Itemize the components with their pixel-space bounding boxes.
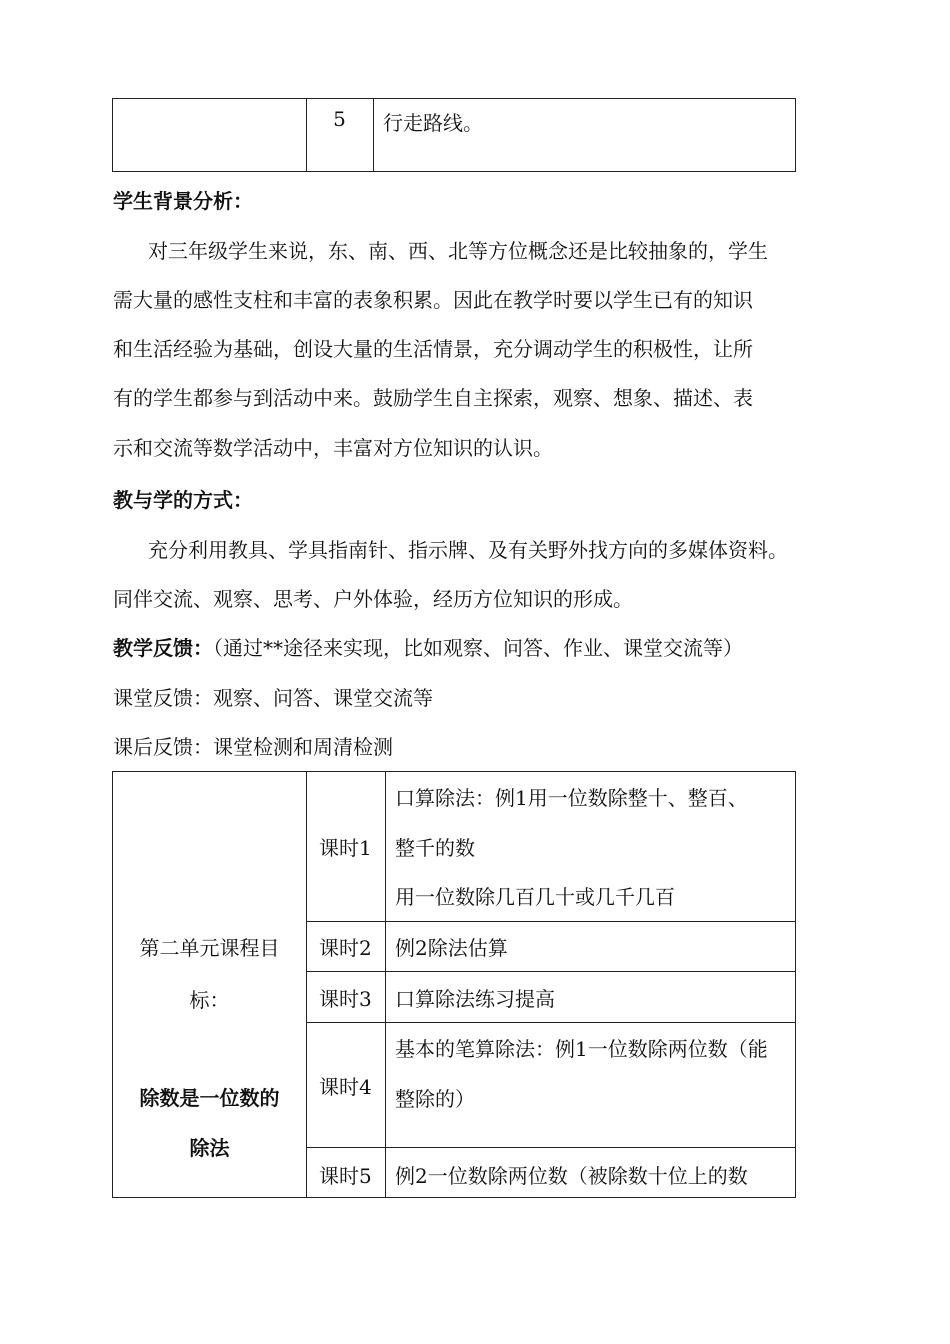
paragraph-line: 和生活经验为基础，创设大量的生活情景，充分调动学生的积极性，让所 (113, 337, 753, 361)
lesson-content: 用一位数除几百几十或几千几百 (395, 885, 675, 909)
after-class-feedback-line: 课后反馈：课堂检测和周清检测 (113, 735, 393, 759)
lesson-label: 课时1 (319, 836, 372, 860)
lesson-label: 课时4 (319, 1075, 372, 1099)
unit-table (112, 771, 796, 1198)
lesson-label: 课时2 (319, 936, 372, 960)
lesson-label: 课时5 (319, 1164, 372, 1188)
feedback-note: （通过**途径来实现，比如观察、问答、作业、课堂交流等） (213, 636, 743, 660)
paragraph-line: 示和交流等数学活动中，丰富对方位知识的认识。 (113, 436, 553, 460)
lesson-content: 整除的） (395, 1087, 475, 1111)
table-cell-text: 行走路线。 (383, 111, 483, 135)
lesson-content: 整千的数 (395, 836, 475, 860)
lesson-label: 课时3 (319, 987, 372, 1011)
table-divider (306, 99, 307, 171)
paragraph-line: 对三年级学生来说，东、南、西、北等方位概念还是比较抽象的，学生 (148, 239, 768, 263)
paragraph-line: 充分利用教具、学具指南针、指示牌、及有关野外找方向的多媒体资料。 (148, 538, 788, 562)
paragraph-line: 有的学生都参与到活动中来。鼓励学生自主探索，观察、想象、描述、表 (113, 386, 753, 410)
unit-title: 标： (189, 988, 230, 1012)
unit-title: 第二单元课程目 (139, 936, 280, 960)
table-divider (306, 971, 795, 972)
table-divider (306, 1147, 795, 1148)
table-cell-number: 5 (333, 107, 346, 131)
unit-name: 除数是一位数的 (139, 1086, 280, 1110)
paragraph-line: 需大量的感性支柱和丰富的表象积累。因此在教学时要以学生已有的知识 (113, 288, 753, 312)
lesson-content: 例2除法估算 (395, 936, 508, 960)
unit-name: 除法 (189, 1136, 230, 1160)
table-divider (373, 99, 374, 171)
table-divider (306, 1022, 795, 1023)
class-feedback-line: 课堂反馈：观察、问答、课堂交流等 (113, 686, 433, 710)
lesson-content: 口算除法练习提高 (395, 987, 555, 1011)
top-table (112, 98, 796, 172)
background-heading: 学生背景分析： (113, 189, 253, 213)
paragraph-line: 同伴交流、观察、思考、户外体验，经历方位知识的形成。 (113, 587, 633, 611)
table-divider (306, 772, 307, 1197)
lesson-content: 基本的笔算除法：例1一位数除两位数（能 (395, 1037, 768, 1061)
feedback-line (113, 632, 743, 661)
table-divider (385, 772, 386, 1197)
feedback-heading: 教学反馈： (113, 636, 213, 660)
methods-heading: 教与学的方式： (113, 488, 253, 512)
lesson-content: 口算除法：例1用一位数除整十、整百、 (395, 786, 748, 810)
table-divider (306, 921, 795, 922)
lesson-content: 例2一位数除两位数（被除数十位上的数 (395, 1164, 748, 1188)
